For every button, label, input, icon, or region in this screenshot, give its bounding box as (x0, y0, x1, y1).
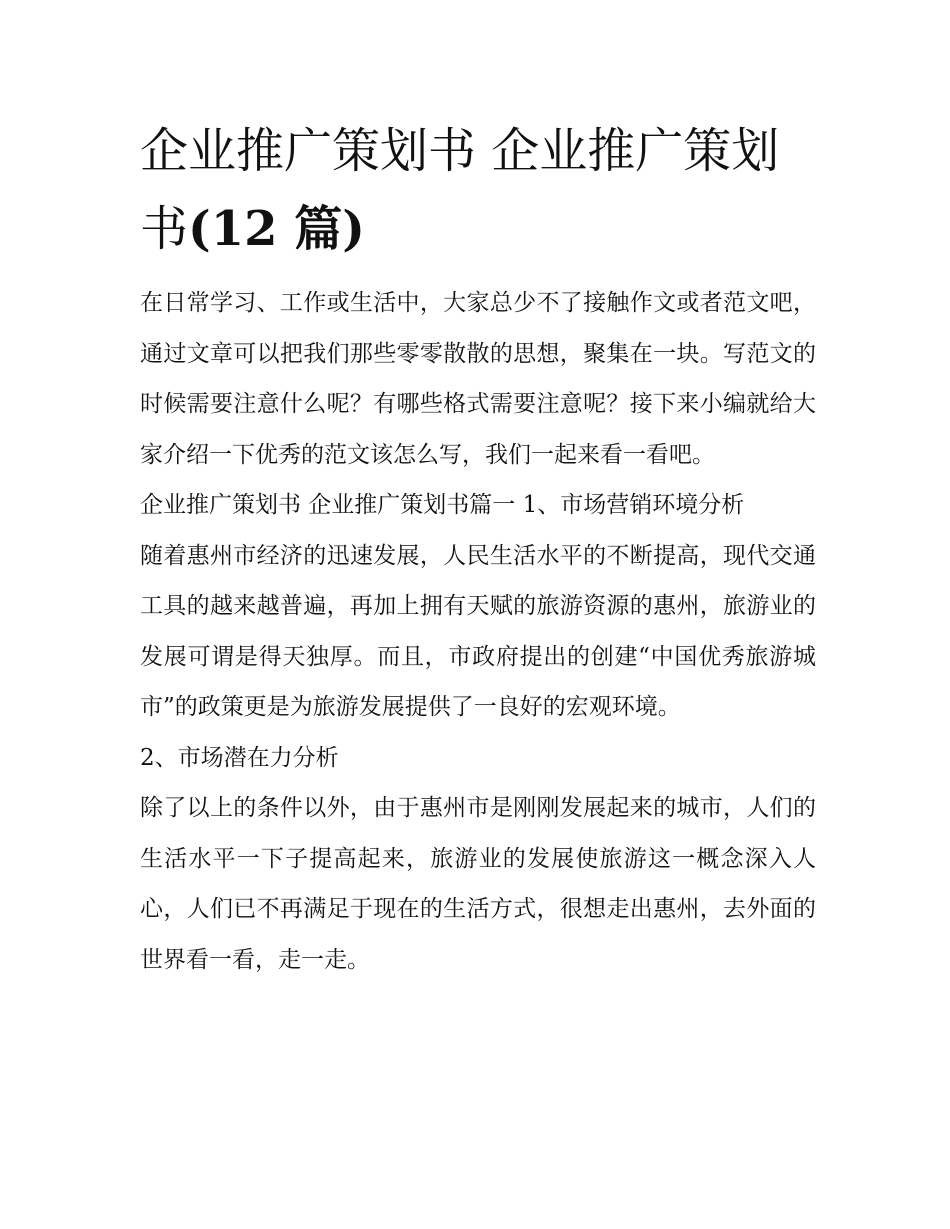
section-heading-1: 企业推广策划书 企业推广策划书篇一 1、市场营销环境分析 (140, 492, 745, 518)
intro-paragraph: 在日常学习、工作或生活中，大家总少不了接触作文或者范文吧，通过文章可以把我们那些零零散散的思想，聚集在一块。写范文的时候需要注意什么呢？有哪些格式需要注意呢？接下来小编就给大家介绍一下优秀的范文该怎么写，我们一起来看一看吧。 (140, 290, 816, 468)
section-heading-2: 2、市场潜在力分析 (140, 744, 339, 771)
document-body (140, 278, 816, 985)
document-title-main: 企业推广策划书 企业推广策划书 (140, 123, 780, 257)
document-title-count: (12 篇) (188, 201, 365, 257)
document-title (140, 112, 820, 268)
market-environment-paragraph: 随着惠州市经济的迅速发展，人民生活水平的不断提高，现代交通工具的越来越普遍，再加上拥有天赋的旅游资源的惠州，旅游业的发展可谓是得天独厚。而且，市政府提出的创建“中国优秀旅游城市”的政策更是为旅游发展提供了一良好的宏观环境。 (140, 542, 816, 720)
market-potential-paragraph: 除了以上的条件以外，由于惠州市是刚刚发展起来的城市，人们的生活水平一下子提高起来，旅游业的发展使旅游这一概念深入人心，人们已不再满足于现在的生活方式，很想走出惠州，去外面的世界看一看，走一走。 (140, 795, 816, 973)
